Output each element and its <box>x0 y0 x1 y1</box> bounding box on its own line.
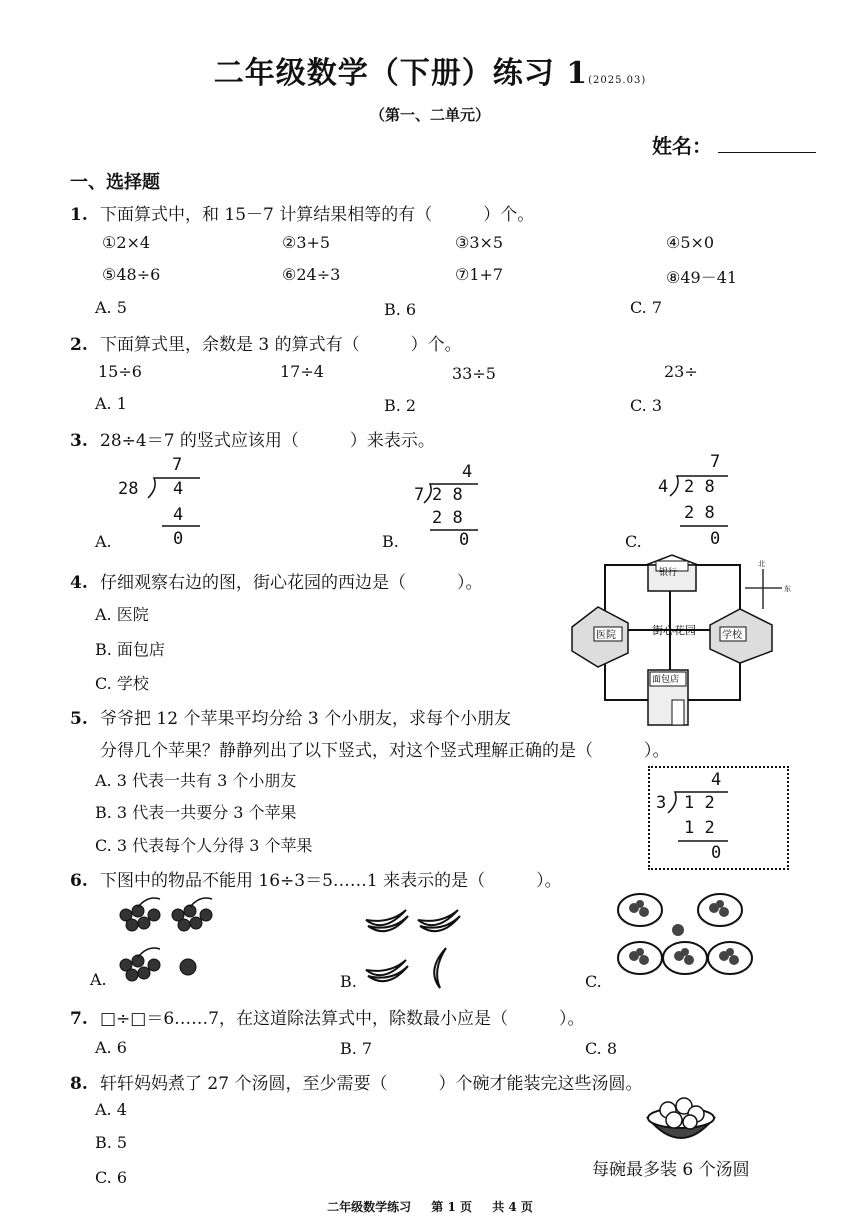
question-5-line2: 分得几个苹果？静静列出了以下竖式，对这个竖式理解正确的是（ ）。 <box>100 741 670 761</box>
q2-item: 23÷ <box>664 362 698 381</box>
q6-bananas-image <box>360 890 470 990</box>
q1-item: ②3+5 <box>282 233 331 252</box>
q1-item: ④5×0 <box>666 233 715 252</box>
q3c-product: 2 8 <box>684 503 715 523</box>
q1-option-a[interactable]: A. 5 <box>95 298 127 317</box>
date-label: (2025.03) <box>588 75 647 86</box>
q4-option-a[interactable]: A. 医院 <box>95 605 149 624</box>
q2-item: 33÷5 <box>452 364 496 383</box>
q2-item: 15÷6 <box>98 362 142 381</box>
section-title: 一、选择题 <box>70 172 160 193</box>
q5-bracket <box>0 0 1 1</box>
q7-option-a[interactable]: A. 6 <box>95 1038 127 1057</box>
q3c-quotient: 7 <box>710 452 721 472</box>
q3b-remainder: 0 <box>459 530 470 550</box>
q3a-quotient: 7 <box>172 455 183 475</box>
map-label-bakery: 面包店 <box>652 675 680 685</box>
q4-option-b[interactable]: B. 面包店 <box>95 640 165 659</box>
q2-option-c[interactable]: C. 3 <box>630 396 663 415</box>
q5-remainder: 0 <box>711 843 722 863</box>
q3-option-b[interactable]: B. <box>382 532 399 551</box>
footer-page: 第 1 页 <box>431 1200 472 1214</box>
q1-item: ⑤48÷6 <box>102 265 161 284</box>
question-5: 5. 爷爷把 12 个苹果平均分给 3 个小朋友，求每个小朋友 <box>70 709 512 729</box>
q1-option-c[interactable]: C. 7 <box>630 298 663 317</box>
q3b-divisor: 7 <box>414 485 425 505</box>
q6-strawberry-bowls-image <box>610 888 760 988</box>
q5-divisor: 3 <box>656 793 667 813</box>
q3-option-a[interactable]: A. <box>95 532 112 551</box>
page-footer <box>0 1198 860 1215</box>
q5-quotient: 4 <box>711 770 722 790</box>
q3b-dividend: 2 8 <box>432 485 463 505</box>
q8-option-b[interactable]: B. 5 <box>95 1133 128 1152</box>
footer-subject: 二年级数学练习 <box>327 1200 412 1214</box>
q1-item: ①2×4 <box>102 233 151 252</box>
question-1: 1. 下面算式中，和 15－7 计算结果相等的有（ ）个。 <box>70 205 535 225</box>
q8-option-a[interactable]: A. 4 <box>95 1100 127 1119</box>
question-3: 3. 28÷4＝7 的竖式应该用（ ）来表示。 <box>70 431 435 451</box>
q6-option-c[interactable]: C. <box>585 972 602 991</box>
question-2: 2. 下面算式里，余数是 3 的算式有（ ）个。 <box>70 335 462 355</box>
q3c-divisor: 4 <box>658 477 669 497</box>
tangyuan-bowl-icon <box>646 1088 716 1148</box>
q3b-product: 2 8 <box>432 508 463 528</box>
page-subtitle: （第一、二单元） <box>369 106 490 124</box>
street-map-diagram <box>560 555 800 730</box>
q3a-dividend: 4 <box>173 479 184 499</box>
compass-north: 北 <box>758 560 765 568</box>
q2-option-b[interactable]: B. 2 <box>384 396 417 415</box>
map-label-garden: 街心花园 <box>652 624 696 637</box>
page-title: 二年级数学（下册）练习 1(2025.03) <box>213 56 647 91</box>
compass-icon <box>745 559 791 609</box>
q1-item: ③3×5 <box>455 233 504 252</box>
question-8: 8. 轩轩妈妈煮了 27 个汤圆，至少需要（ ）个碗才能装完这些汤圆。 <box>70 1074 643 1094</box>
q7-option-c[interactable]: C. 8 <box>585 1039 618 1058</box>
q1-item: ⑥24÷3 <box>282 265 341 284</box>
q1-option-b[interactable]: B. 6 <box>384 300 417 319</box>
question-6: 6. 下图中的物品不能用 16÷3＝5……1 来表示的是（ ）。 <box>70 871 562 891</box>
q6-option-b[interactable]: B. <box>340 972 357 991</box>
q3a-divisor: 28 <box>118 479 139 499</box>
q6-cherries-image <box>112 893 222 988</box>
q8-option-c[interactable]: C. 6 <box>95 1168 128 1187</box>
q3a-product: 4 <box>173 505 184 525</box>
q8-caption: 每碗最多装 6 个汤圆 <box>592 1160 750 1180</box>
q1-item: ⑦1+7 <box>455 265 504 284</box>
q5-option-a[interactable]: A. 3 代表一共有 3 个小朋友 <box>95 771 297 790</box>
q3c-remainder: 0 <box>710 529 721 549</box>
q2-option-a[interactable]: A. 1 <box>95 394 127 413</box>
name-blank[interactable] <box>718 152 816 153</box>
q5-dividend: 1 2 <box>684 793 715 813</box>
map-label-school: 学校 <box>722 630 742 641</box>
q5-option-b[interactable]: B. 3 代表一共要分 3 个苹果 <box>95 803 297 822</box>
q7-option-b[interactable]: B. 7 <box>340 1039 373 1058</box>
map-label-bank: 银行 <box>659 568 678 578</box>
q3a-remainder: 0 <box>173 529 184 549</box>
q3-option-c[interactable]: C. <box>625 532 642 551</box>
q5-option-c[interactable]: C. 3 代表每个人分得 3 个苹果 <box>95 836 313 855</box>
name-label: 姓名： <box>652 134 712 158</box>
q1-item: ⑧49－41 <box>666 268 738 287</box>
footer-total: 共 4 页 <box>492 1200 533 1214</box>
compass-east: 东 <box>784 585 791 593</box>
q3c-dividend: 2 8 <box>684 477 715 497</box>
q2-item: 17÷4 <box>280 362 324 381</box>
q4-option-c[interactable]: C. 学校 <box>95 674 149 693</box>
map-label-hospital: 医院 <box>596 630 616 641</box>
question-4: 4. 仔细观察右边的图，街心花园的西边是（ ）。 <box>70 573 483 593</box>
q6-option-a[interactable]: A. <box>90 970 107 989</box>
q3b-quotient: 4 <box>462 462 473 482</box>
question-7: 7. □÷□＝6……7，在这道除法算式中，除数最小应是（ ）。 <box>70 1009 585 1029</box>
q5-product: 1 2 <box>684 818 715 838</box>
